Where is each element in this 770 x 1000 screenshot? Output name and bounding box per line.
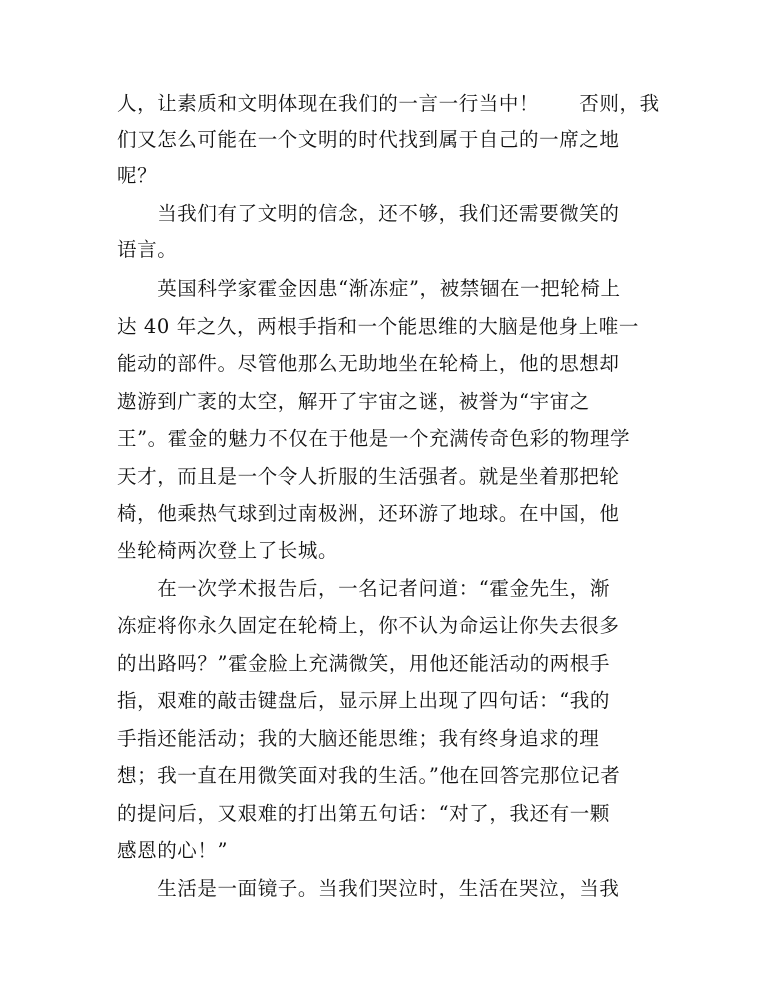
text-line: 的出路吗？”霍金脸上充满微笑，用他还能活动的两根手 — [117, 652, 610, 675]
text-line: 当我们有了文明的信念，还不够，我们还需要微笑的 — [117, 202, 620, 225]
text-line: 英国科学家霍金因患“渐冻症”，被禁锢在一把轮椅上 — [117, 277, 621, 300]
text-line: 在一次学术报告后，一名记者问道：“霍金先生，渐 — [117, 577, 610, 600]
text-line: 达 40 年之久，两根手指和一个能思维的大脑是他身上唯一 — [117, 315, 640, 338]
text-line: 生活是一面镜子。当我们哭泣时，生活在哭泣，当我 — [117, 877, 620, 900]
text-line: 的提问后，又艰难的打出第五句话：“对了，我还有一颗 — [117, 802, 610, 825]
text-line: 呢？ — [117, 164, 158, 187]
text-line: 冻症将你永久固定在轮椅上，你不认为命运让你失去很多 — [117, 614, 620, 637]
text-line: 天才，而且是一个令人折服的生活强者。就是坐着那把轮 — [117, 465, 620, 488]
text-line: 能动的部件。尽管他那么无助地坐在轮椅上，他的思想却 — [117, 352, 620, 375]
text-line: 们又怎么可能在一个文明的时代找到属于自己的一席之地 — [117, 128, 620, 151]
text-line: 指，艰难的敲击键盘后，显示屏上出现了四句话：“我的 — [117, 689, 610, 712]
text-line: 感恩的心！” — [117, 839, 229, 862]
text-line: 手指还能活动；我的大脑还能思维；我有终身追求的理 — [117, 727, 600, 750]
text-line: 椅，他乘热气球到过南极洲，还环游了地球。在中国，他 — [117, 502, 620, 525]
text-line: 人，让素质和文明体现在我们的一言一行当中！ 否则，我 — [117, 92, 660, 115]
text-line: 坐轮椅两次登上了长城。 — [117, 539, 339, 562]
text-line: 王”。霍金的魅力不仅在于他是一个充满传奇色彩的物理学 — [117, 427, 631, 450]
text-line: 想；我一直在用微笑面对我的生活。”他在回答完那位记者 — [117, 764, 621, 787]
text-line: 语言。 — [117, 238, 178, 261]
text-line: 遨游到广袤的太空，解开了宇宙之谜，被誉为“宇宙之 — [117, 390, 590, 413]
